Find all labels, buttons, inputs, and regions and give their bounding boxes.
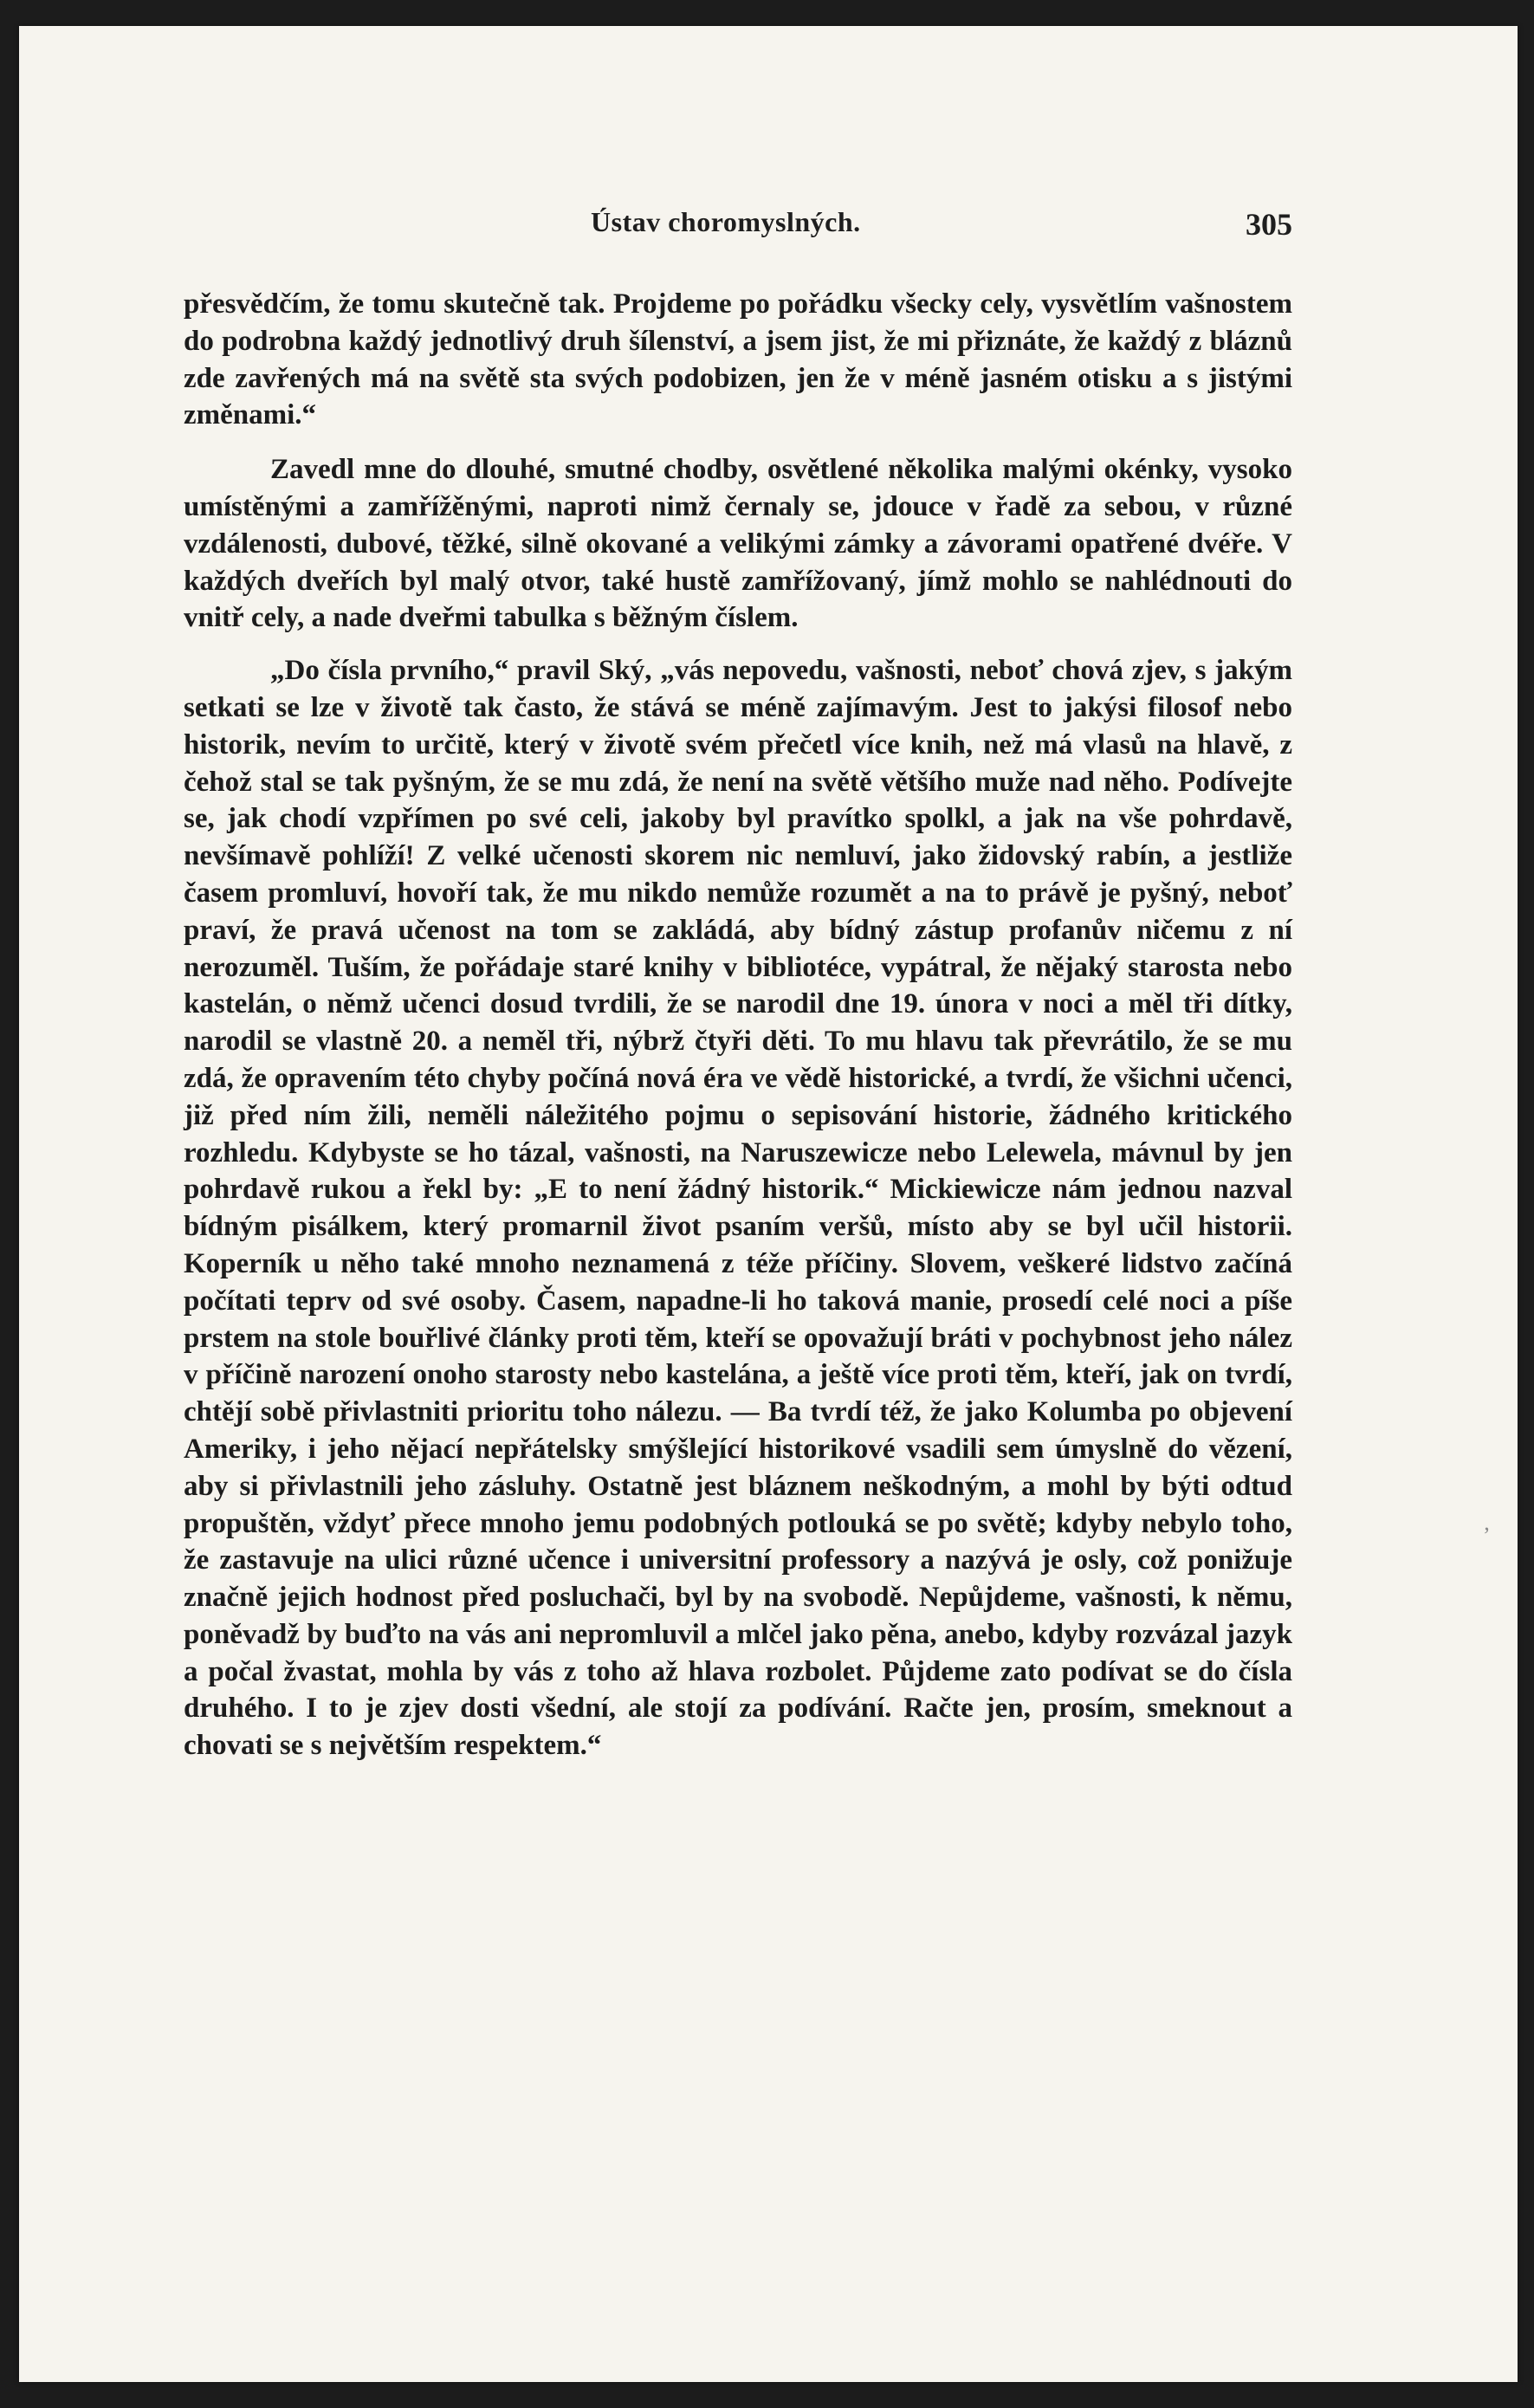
margin-smudge: ’ bbox=[1483, 1523, 1491, 1548]
running-title: Ústav choromyslných. bbox=[591, 206, 861, 237]
page-header bbox=[184, 206, 1292, 249]
body-text bbox=[184, 286, 1292, 1764]
paragraph-1: přesvědčím, že tomu skutečně tak. Projdeme po pořádku všecky cely, vysvětlím vašnostem do podrobna každý jednotlivý druh šílenství, a jsem jist, že mi přiznáte, že každý z bláznů zde zavřených má na světě sta svých podobizen, jen že v méně jasném otisku a s jistými změnami.“ bbox=[184, 288, 1292, 431]
paragraph-2: Zavedl mne do dlouhé, smutné chodby, osvětlené několika malými okénky, vysoko umístěnými a zamřížěnými, naproti nimž černaly se, jdouce v řadě za sebou, v různé vzdálenosti, dubové, těžké, silně okované a velikými zámky a závorami opatřené dvéře. V každých dveřích byl malý otvor, také hustě zamřížovaný, jímž mohlo se nahlédnouti do vnitř cely, a nade dveřmi tabulka s běžným číslem. bbox=[184, 454, 1292, 634]
paragraph-3: „Do čísla prvního,“ pravil Ský, „vás nepovedu, vašnosti, neboť chová zjev, s jakým setkati se lze v životě tak často, že stává se méně zajímavým. Jest to jakýsi filosof nebo historik, nevím to určitě, který v životě svém přečetl více knih, než má vlasů na hlavě, z čehož stal se tak pyšným, že se mu zdá, že není na světě většího muže nad něho. Podívejte se, jak chodí vzpřímen po své celi, jakoby byl pravítko spolkl, a jak na vše pohrdavě, nevšímavě pohlíží! Z velké učenosti skorem nic nemluví, jako židovský rabín, a jestliže časem promluví, hovoří tak, že mu nikdo nemůže rozumět a na to právě je pyšný, neboť praví, že pravá učenost na tom se zakládá, aby bídný zástup profanův ničemu z ní nerozuměl. Tuším, že pořádaje staré knihy v bibliotéce, vypátral, že nějaký starosta nebo kastelán, o němž učenci dosud tvrdili, že se narodil dne 19. února v noci a měl tři dítky, narodil se vlastně 20. a neměl tři, nýbrž čtyři děti. To mu hlavu tak převrátilo, že se mu zdá, že opravením této chyby počíná nová éra ve vědě historické, a tvrdí, že všichni učenci, již před ním žili, neměli náležitého pojmu o sepisování historie, žádného kritického rozhledu. Kdybyste se ho tázal, vašnosti, na Naruszewicze nebo Lelewela, mávnul by jen pohrdavě rukou a řekl by: „E to není žádný historik.“ Mickiewicze nám jednou nazval bídným pisálkem, který promarnil život psaním veršů, místo aby se byl učil historii. Koperník u něho také mnoho neznamená z téže příčiny. Slovem, veškeré lidstvo začíná počítati teprv od své osoby. Časem, napadne-li ho taková manie, prosedí celé noci a píše prstem na stole bouřlivé články proti těm, kteří se opovažují bráti v pochybnost jeho nález v příčině narození onoho starosty nebo kastelána, a ještě více proti těm, kteří, jak on tvrdí, chtějí sobě přivlastniti prioritu toho nálezu. — Ba tvrdí též, že jako Kolumba po objevení Ameriky, i jeho nějací nepřátelsky smýšlející historikové vsadili sem úmyslně do vězení, aby si přivlastnili jeho zásluhy. Ostatně jest bláznem neškodným, a mohl by býti odtud propuštěn, vždyť přece mnoho jemu podobných potlouká se po světě; kdyby nebylo toho, že zastavuje na ulici různé učence i universitní professory a nazývá je osly, což ponižuje značně jejich hodnost před posluchači, byl by na svobodě. Nepůjdeme, vašnosti, k němu, poněvadž by buďto na vás ani nepromluvil a mlčel jako pěna, anebo, kdyby rozvázal jazyk a počal žvastat, mohla by vás z toho až hlava rozbolet. Půjdeme zato podívat se do čísla druhého. I to je zjev dosti všední, ale stojí za podívání. Račte jen, prosím, smeknout a chovati se s největším respektem.“ bbox=[184, 655, 1292, 1762]
book-page bbox=[19, 26, 1518, 2382]
page-number: 305 bbox=[1246, 207, 1292, 242]
